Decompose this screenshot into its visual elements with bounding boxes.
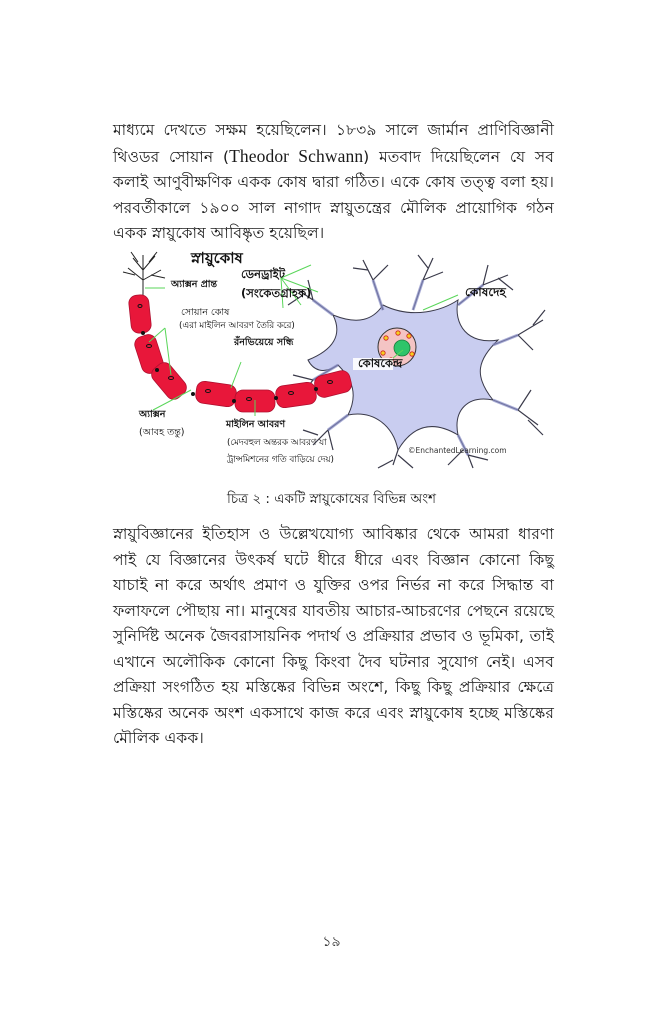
latin-name: Theodor Schwann bbox=[229, 145, 364, 166]
figure-caption: চিত্র ২ : একটি স্নায়ুকোষের বিভিন্ন অংশ bbox=[226, 491, 437, 507]
figure-title: স্নায়ুকোষ bbox=[191, 249, 243, 267]
label-schwann-cell: সোয়ান কোষ bbox=[181, 307, 230, 318]
myelin-sheath-icon bbox=[128, 294, 353, 412]
label-myelin-sheath-sub2: ট্রান্সমিশনের গতি বাড়িয়ে দেয়) bbox=[227, 455, 334, 465]
neuron-diagram bbox=[113, 250, 553, 470]
label-axon: অ্যাক্সন bbox=[139, 409, 166, 420]
paragraph-intro bbox=[113, 118, 554, 247]
label-node-of-ranvier: রঁনভিয়েয়ে সন্ধি bbox=[234, 337, 294, 348]
image-credit: ©EnchantedLearning.com bbox=[408, 446, 507, 455]
label-dendrite: ডেনড্রাইট bbox=[241, 267, 286, 281]
axon-terminal-icon bbox=[123, 252, 165, 295]
label-dendrite-sub: (সংকেতগ্রাহক) bbox=[241, 286, 312, 300]
paragraph-main: স্নায়ুবিজ্ঞানের ইতিহাস ও উল্লেখযোগ্য আবিষ্কার থেকে আমরা ধারণা পাই যে বিজ্ঞানের উৎকর্ষ ঘটে ধীরে ধীরে এবং বিজ্ঞান কোনো কিছু যাচাই না করে অর্থাৎ প্রমাণ ও যুক্তির ওপর নির্ভর না করে সিদ্ধান্ত বা ফলাফলে পৌছায় না। মানুষের যাবতীয় আচার-আচরণের পেছনে রয়েছে সুনির্দিষ্ট অনেক জৈবরাসায়নিক পদার্থ ও প্রক্রিয়ার প্রভাব ও ভূমিকা, তাই এখানে অলৌকিক কোনো কিছু কিংবা দৈব ঘটনার সুযোগ নেই। এসব প্রক্রিয়া সংগঠিত হয় মস্তিষ্কের বিভিন্ন অংশে, কিছু কিছু প্রক্রিয়ার ক্ষেত্রে মস্তিষ্কের অনেক অংশ একসাথে কাজ করে এবং স্নায়ুকোষ হচ্ছে মস্তিষ্কের মৌলিক একক। bbox=[113, 525, 554, 747]
label-axon-terminal: অ্যাক্সন প্রান্ত bbox=[171, 279, 218, 290]
label-axon-sub: (আবহ তন্তু) bbox=[139, 427, 185, 438]
paragraph-intro-text-2: ) মতবাদ দিয়েছিলেন যে সব কলাই আণুবীক্ষণিক একক কোষ দ্বারা গঠিত। একে কোষ তত্ত্ব বলা হয়। পরবর্তীকালে ১৯০০ সাল নাগাদ স্নায়ুতন্ত্রের মৌলিক প্রায়োগিক গঠন একক স্নায়ুকোষ আবিষ্কৃত হয়েছিল। bbox=[113, 147, 554, 242]
label-schwann-cell-sub: (এরা মাইলিন আবরণ তৈরি করে) bbox=[179, 321, 295, 331]
page-number: ১৯ bbox=[322, 934, 341, 950]
paragraph-intro-text-1: মাধ্যমে দেখতে সক্ষম হয়েছিলেন। ১৮৩৯ সালে জার্মান প্রাণিবিজ্ঞানী থিওডর সোয়ান ( bbox=[113, 121, 554, 166]
label-nucleus: কোষকেন্দ্র bbox=[358, 356, 403, 370]
label-myelin-sheath-sub1: (মেদবহুল অন্তরক আবরণ যা bbox=[227, 438, 327, 448]
label-myelin-sheath: মাইলিন আবরণ bbox=[226, 419, 286, 430]
label-cell-body: কোষদেহ bbox=[465, 285, 506, 299]
